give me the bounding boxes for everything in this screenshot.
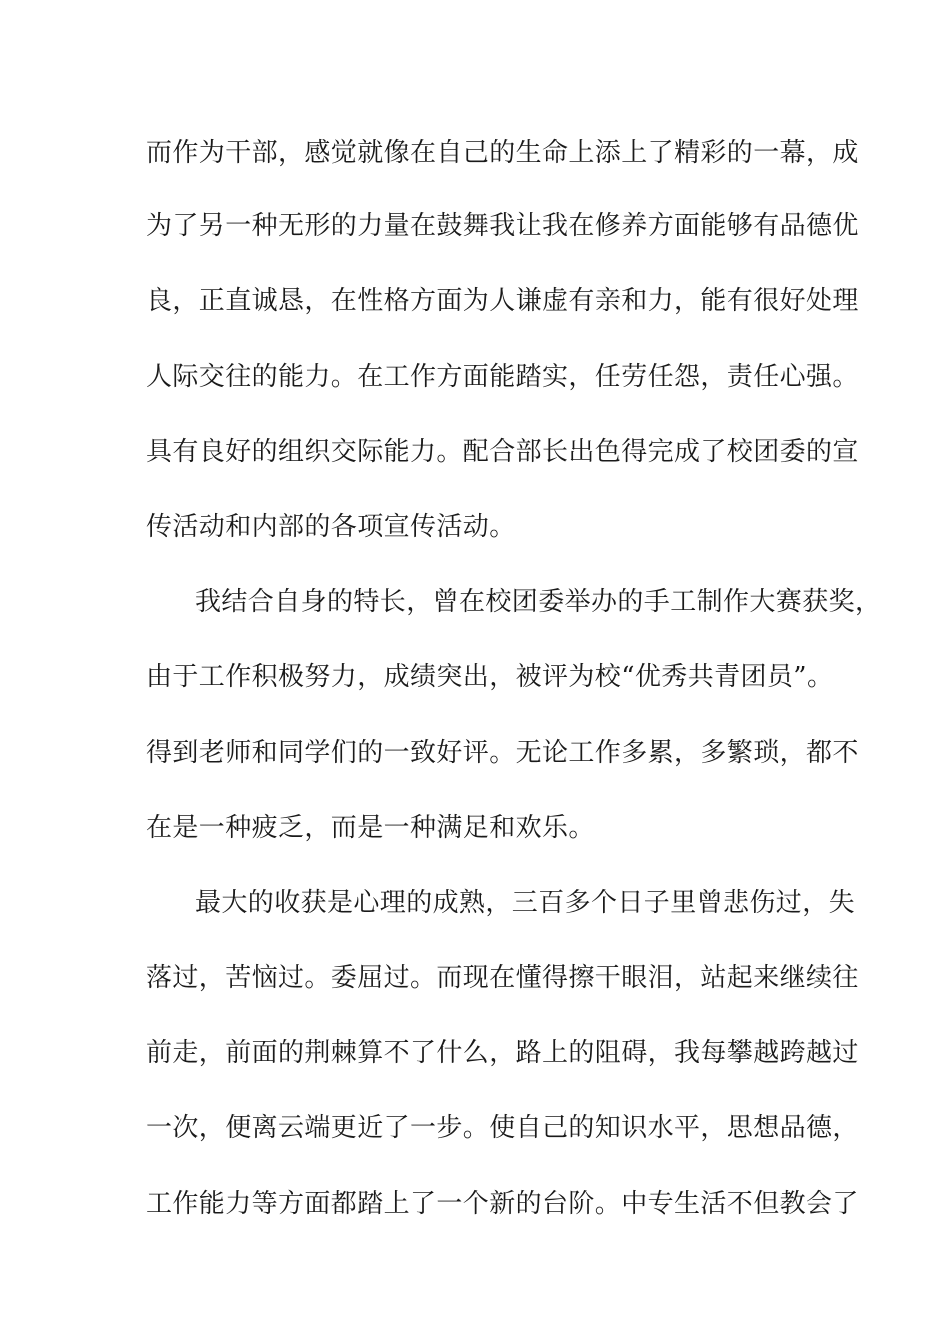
text-line: 落过，苦恼过。委屈过。而现在懂得擦干眼泪，站起来继续往 [146, 963, 859, 993]
text-line: 前走，前面的荆棘算不了什么，路上的阻碍，我每攀越跨越过 [146, 1038, 859, 1068]
paragraph-first-line: 最大的收获是心理的成熟，三百多个日子里曾悲伤过，失 [195, 888, 856, 918]
text-line: 工作能力等方面都踏上了一个新的台阶。中专生活不但教会了 [146, 1189, 859, 1219]
text-line: 而作为干部，感觉就像在自己的生命上添上了精彩的一幕，成 [146, 138, 859, 168]
text-line: 为了另一种无形的力量在鼓舞我让我在修养方面能够有品德优 [146, 211, 859, 241]
text-line: 人际交往的能力。在工作方面能踏实，任劳任怨，责任心强。 [146, 362, 859, 392]
text-line: 一次，便离云端更近了一步。使自己的知识水平，思想品德， [146, 1113, 859, 1143]
paragraph-first-line: 我结合自身的特长，曾在校团委举办的手工制作大赛获奖， [195, 587, 882, 617]
text-line: 由于工作积极努力，成绩突出，被评为校“优秀共青团员”。 [146, 662, 834, 692]
text-line: 得到老师和同学们的一致好评。无论工作多累，多繁琐，都不 [146, 738, 859, 768]
text-line: 传活动和内部的各项宣传活动。 [146, 512, 516, 542]
text-line: 具有良好的组织交际能力。配合部长出色得完成了校团委的宣 [146, 437, 859, 467]
text-line: 在是一种疲乏，而是一种满足和欢乐。 [146, 813, 595, 843]
text-line: 良，正直诚恳，在性格方面为人谦虚有亲和力，能有很好处理 [146, 286, 859, 316]
